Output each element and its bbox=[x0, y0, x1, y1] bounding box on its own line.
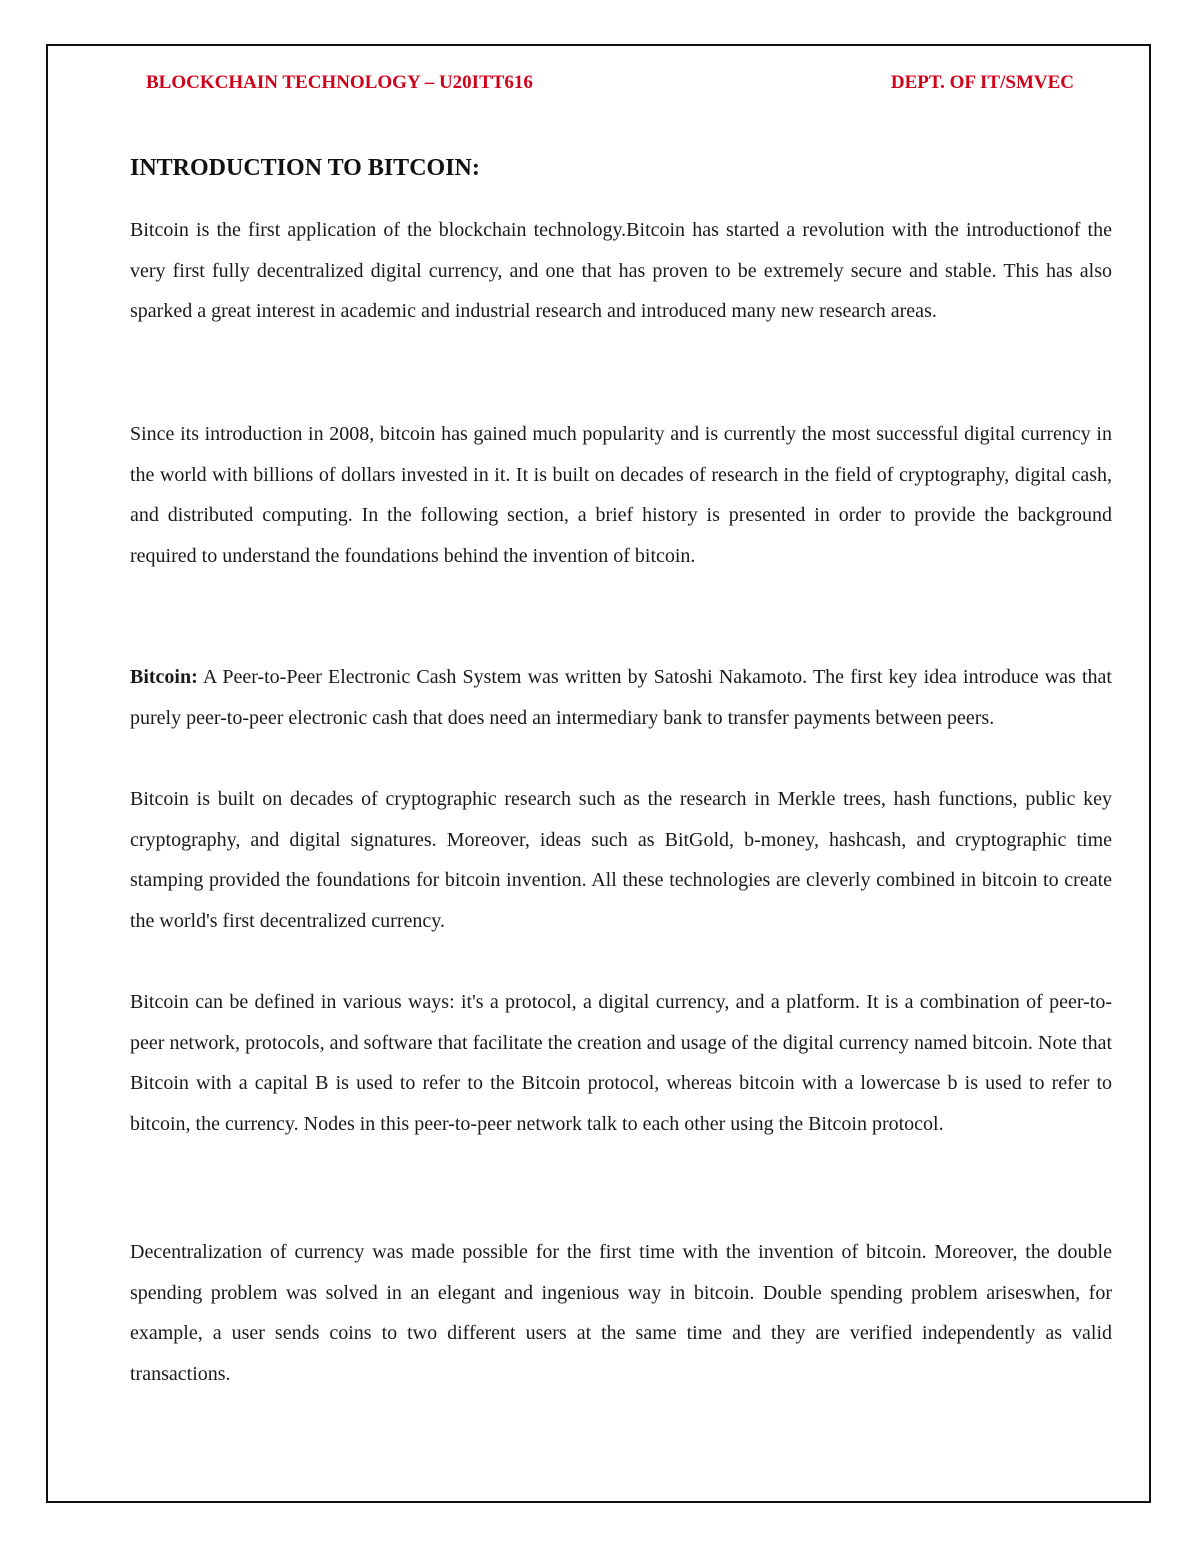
paragraph-whitepaper-lead: Bitcoin: bbox=[130, 666, 198, 688]
paragraph-whitepaper-body: A Peer-to-Peer Electronic Cash System was written by Satoshi Nakamoto. The first key idea introduce was that purely peer-to-peer electronic cash that does need an intermediary bank to transfer payments between peers. bbox=[130, 666, 1112, 729]
paragraph-intro: Bitcoin is the first application of the blockchain technology.Bitcoin has started a revolution with the introductionof the very first fully decentralized digital currency, and one that has proven to be extremely secure and stable. This has also sparked a great interest in academic and industrial research and introduced many new research areas. bbox=[130, 219, 1112, 322]
paragraph-whitepaper bbox=[130, 657, 1112, 738]
paragraph-decentralization: Decentralization of currency was made possible for the first time with the invention of bitcoin. Moreover, the double spending problem was solved in an elegant and ingenious way in bitcoin. Double spending problem ariseswhen, for example, a user sends coins to two different users at the same time and they are verified independently as valid transactions. bbox=[130, 1241, 1112, 1385]
page-title: INTRODUCTION TO BITCOIN: bbox=[130, 155, 480, 181]
paragraph-foundations: Bitcoin is built on decades of cryptographic research such as the research in Merkle trees, hash functions, public key cryptography, and digital signatures. Moreover, ideas such as BitGold, b-money, hashcash, and cryptographic time stamping provided the foundations for bitcoin invention. All these technologies are cleverly combined in bitcoin to create the world's first decentralized currency. bbox=[130, 788, 1112, 932]
paragraph-history: Since its introduction in 2008, bitcoin has gained much popularity and is currently the most successful digital currency in the world with billions of dollars invested in it. It is built on decades of research in the field of cryptography, digital cash, and distributed computing. In the following section, a brief history is presented in order to provide the background required to understand the foundations behind the invention of bitcoin. bbox=[130, 423, 1112, 567]
course-header: BLOCKCHAIN TECHNOLOGY – U20ITT616 bbox=[146, 72, 533, 93]
department-header: DEPT. OF IT/SMVEC bbox=[890, 72, 1074, 93]
paragraph-definition: Bitcoin can be defined in various ways: it's a protocol, a digital currency, and a platform. It is a combination of peer-to-peer network, protocols, and software that facilitate the creation and usage of the digital currency named bitcoin. Note that Bitcoin with a capital B is used to refer to the Bitcoin protocol, whereas bitcoin with a lowercase b is used to refer to bitcoin, the currency. Nodes in this peer-to-peer network talk to each other using the Bitcoin protocol. bbox=[130, 991, 1112, 1135]
